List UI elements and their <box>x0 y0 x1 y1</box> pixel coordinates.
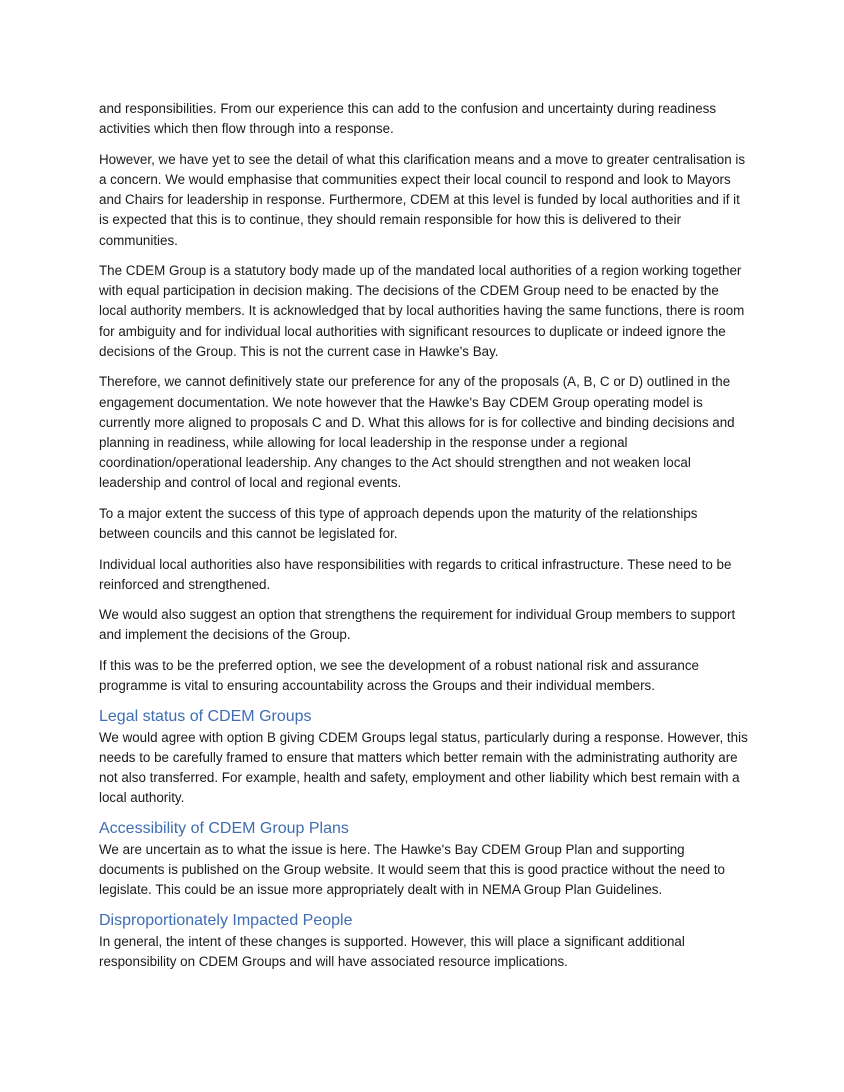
body-paragraph: To a major extent the success of this type of approach depends upon the maturity of the relationships between councils and this cannot be legislated for. <box>99 505 698 542</box>
section-heading-accessibility: Accessibility of CDEM Group Plans <box>99 819 349 837</box>
body-paragraph: However, we have yet to see the detail of what this clarification means and a move to greater centralisation is a concern. We would emphasise that communities expect their local council to respond and look to Mayors and Chairs for leadership in response. Furthermore, CDEM at this level is funded by local authorities and if it is expected that this is to continue, they should remain responsible for how this is delivered to their communities. <box>99 151 746 248</box>
body-paragraph: Therefore, we cannot definitively state our preference for any of the proposals (A, B, C or D) outlined in the engagement documentation. We note however that the Hawke's Bay CDEM Group operating model is currently more aligned to proposals C and D. What this allows for is for collective and binding decisions and planning in readiness, while allowing for local leadership in the response under a regional coordination/operational leadership. Any changes to the Act should strengthen and not weaken local leadership and control of local and regional events. <box>99 374 735 491</box>
body-paragraph: Individual local authorities also have responsibilities with regards to critical infrastructure. These need to be reinforced and strengthened. <box>99 556 732 592</box>
section-paragraph-accessibility: We are uncertain as to what the issue is here. The Hawke's Bay CDEM Group Plan and supporting documents is published on the Group website. It would seem that this is good practice without the need to legislate. This could be an issue more appropriately dealt with in NEMA Group Plan Guidelines. <box>99 841 726 898</box>
body-paragraph: and responsibilities. From our experience this can add to the confusion and uncertainty during readiness activities which then flow through into a response. <box>99 101 717 137</box>
section-paragraph-impacted-people: In general, the intent of these changes is supported. However, this will place a significant additional responsibility on CDEM Groups and will have associated resource implications. <box>99 933 685 969</box>
body-paragraph: The CDEM Group is a statutory body made up of the mandated local authorities of a region working together with equal participation in decision making. The decisions of the CDEM Group need to be enacted by the local authority members. It is acknowledged that by local authorities having the same functions, there is room for ambiguity and for individual local authorities with significant resources to duplicate or indeed ignore the decisions of the Group. This is not the current case in Hawke's Bay. <box>99 263 745 359</box>
body-paragraph: If this was to be the preferred option, we see the development of a robust national risk and assurance programme is vital to ensuring accountability across the Groups and their individual members. <box>99 657 699 694</box>
section-paragraph-legal-status: We would agree with option B giving CDEM Groups legal status, particularly during a response. However, this needs to be carefully framed to ensure that matters which better remain with the administrating authority are not also transferred. For example, health and safety, employment and other liability which best remain with a local authority. <box>99 729 748 806</box>
section-heading-impacted-people: Disproportionately Impacted People <box>99 911 353 929</box>
section-heading-legal-status: Legal status of CDEM Groups <box>99 707 312 725</box>
body-paragraph: We would also suggest an option that strengthens the requirement for individual Group members to support and implement the decisions of the Group. <box>99 607 736 643</box>
document-page <box>99 99 749 982</box>
